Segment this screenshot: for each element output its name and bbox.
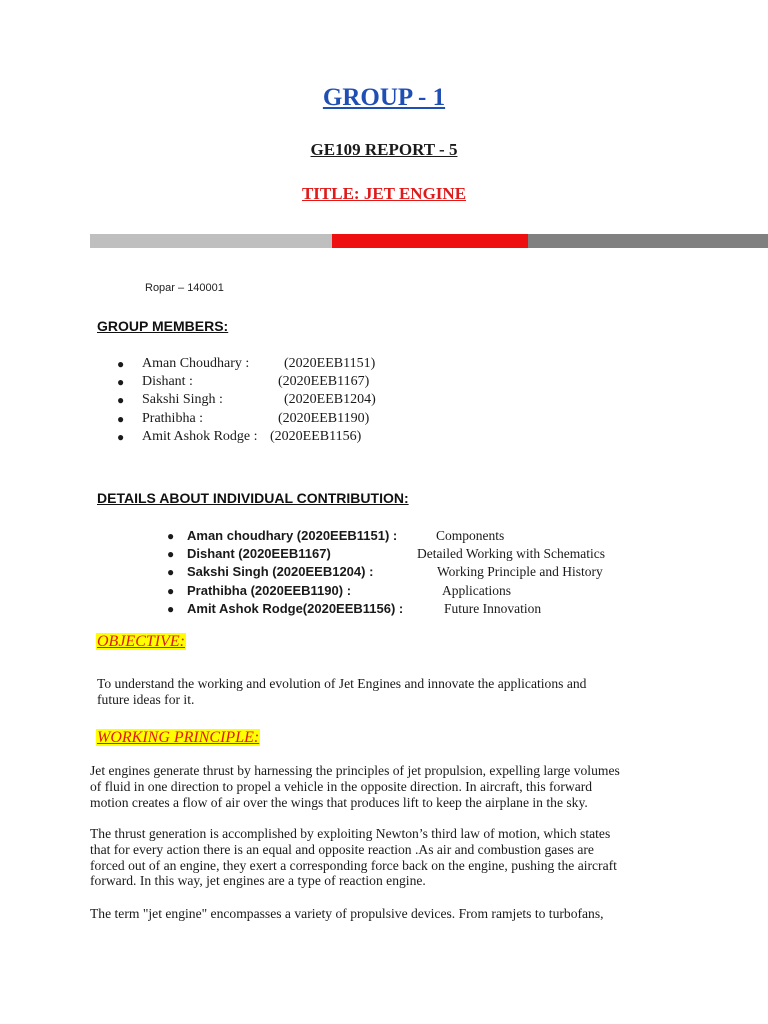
contribution-item	[167, 545, 707, 563]
contribution-role: Detailed Working with Schematics	[417, 546, 605, 562]
contribution-item	[167, 527, 707, 545]
bullet-icon: ●	[117, 411, 125, 426]
document-title: TITLE: JET ENGINE	[301, 184, 467, 203]
paragraph-line: of fluid in one direction to propel a vehicle in the opposite direction. In aircraft, this forward	[90, 778, 593, 794]
member-name: Prathibha :	[142, 410, 204, 426]
report-title: GE109 REPORT - 5	[310, 140, 458, 159]
contribution-heading: DETAILS ABOUT INDIVIDUAL CONTRIBUTION:	[97, 490, 409, 506]
member-name: Dishant :	[142, 374, 193, 390]
member-item	[117, 355, 542, 373]
member-id: (2020EEB1190)	[278, 410, 370, 426]
bullet-icon: ●	[167, 547, 175, 562]
member-item	[117, 428, 542, 446]
member-item	[117, 373, 542, 391]
bullet-icon: ●	[117, 429, 125, 444]
paragraph-line: that for every action there is an equal and opposite reaction .As air and combustion gases are	[90, 841, 594, 857]
contributor-name: Aman choudhary (2020EEB1151) :	[187, 528, 398, 543]
principle-paragraph-1	[90, 763, 620, 810]
contribution-item	[167, 582, 707, 600]
member-id: (2020EEB1167)	[278, 374, 370, 390]
bullet-icon: ●	[167, 565, 175, 580]
address-text: Ropar – 140001	[145, 282, 224, 294]
contribution-item	[167, 600, 707, 618]
member-id: (2020EEB1156)	[270, 428, 362, 444]
contribution-role: Applications	[442, 582, 511, 598]
principle-paragraph-3	[90, 906, 604, 922]
paragraph-line: future ideas for it.	[97, 691, 195, 707]
member-name: Amit Ashok Rodge :	[142, 428, 258, 444]
members-list	[117, 355, 542, 446]
objective-heading-wrap	[96, 633, 186, 651]
contributor-name: Amit Ashok Rodge(2020EEB1156) :	[187, 600, 404, 616]
working-principle-heading-wrap	[96, 729, 260, 747]
bullet-icon: ●	[117, 393, 125, 408]
contribution-role: Future Innovation	[444, 600, 542, 616]
paragraph-line: The term "jet engine" encompasses a variety of propulsive devices. From ramjets to turbofans,	[90, 906, 604, 921]
member-id: (2020EEB1204)	[284, 392, 376, 408]
principle-paragraph-2	[90, 826, 617, 889]
paragraph-line: forward. In this way, jet engines are a type of reaction engine.	[90, 873, 426, 889]
contributor-name: Dishant (2020EEB1167)	[187, 546, 331, 562]
objective-paragraph	[97, 676, 586, 708]
objective-heading: OBJECTIVE:	[97, 633, 185, 650]
paragraph-line: Jet engines generate thrust by harnessing the principles of jet propulsion, expelling large volumes	[90, 763, 620, 778]
header-band-gray	[90, 234, 332, 248]
paragraph-line: forced out of an engine, they exert a corresponding force back on the engine, pushing the aircraft	[90, 857, 617, 873]
paragraph-line: motion creates a flow of air over the wings that produces lift to keep the airplane in the sky.	[90, 794, 588, 810]
contribution-role: Components	[436, 528, 505, 543]
member-item	[117, 410, 542, 428]
bullet-icon: ●	[117, 375, 125, 390]
member-id: (2020EEB1151)	[284, 356, 376, 371]
contribution-list	[167, 527, 707, 618]
header-band-darkgray	[528, 234, 768, 248]
contribution-role: Working Principle and History	[437, 564, 603, 580]
working-principle-heading: WORKING PRINCIPLE:	[97, 729, 260, 746]
bullet-icon: ●	[167, 583, 175, 598]
contribution-item	[167, 563, 707, 581]
members-heading: GROUP MEMBERS:	[97, 318, 229, 334]
member-item	[117, 391, 542, 409]
contributor-name: Prathibha (2020EEB1190) :	[187, 582, 352, 598]
paragraph-line: To understand the working and evolution of Jet Engines and innovate the applications and	[97, 676, 587, 691]
bullet-icon: ●	[167, 529, 175, 543]
bullet-icon: ●	[117, 357, 125, 371]
member-name: Aman Choudhary :	[142, 356, 250, 371]
member-name: Sakshi Singh :	[142, 392, 223, 408]
group-title: GROUP - 1	[322, 84, 446, 111]
bullet-icon: ●	[167, 601, 175, 616]
header-band-red	[332, 234, 528, 248]
paragraph-line: The thrust generation is accomplished by exploiting Newton’s third law of motion, which states	[90, 826, 611, 841]
contributor-name: Sakshi Singh (2020EEB1204) :	[187, 564, 374, 580]
